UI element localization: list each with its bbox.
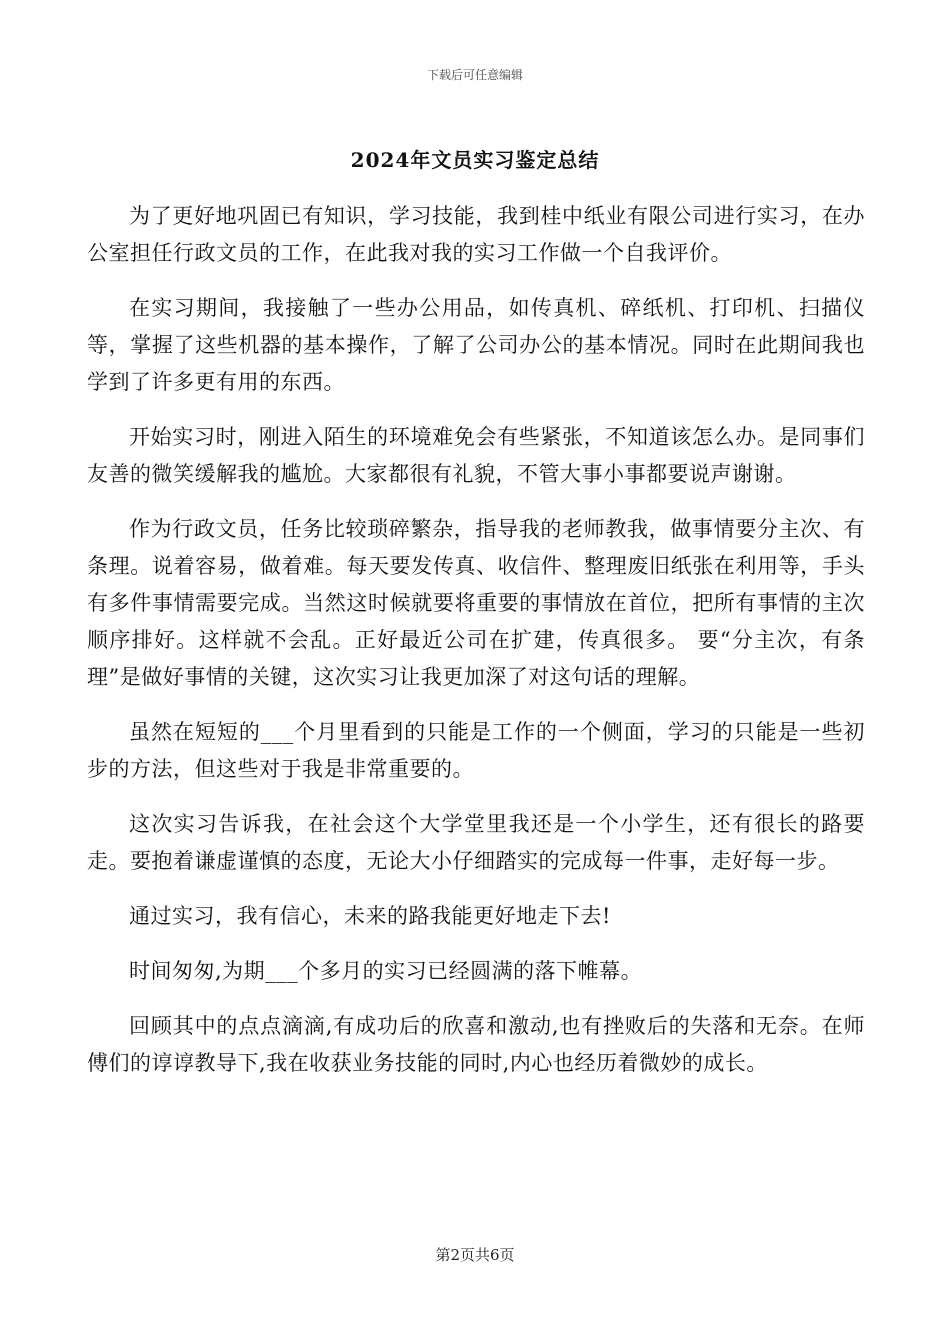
paragraph-3: 开始实习时，刚进入陌生的环境难免会有些紧张，不知道该怎么办。是同事们友善的微笑缓解我的尴尬。大家都很有礼貌，不管大事小事都要说声谢谢。: [87, 425, 865, 486]
paragraph-8: 时间匆匆,为期___个多月的实习已经圆满的落下帷幕。: [129, 959, 643, 983]
paragraph-5: 虽然在短短的___个月里看到的只能是工作的一个侧面，学习的只能是一些初步的方法，但这些对于我是非常重要的。: [87, 720, 865, 781]
document-body: [87, 198, 865, 1100]
paragraph-4: 作为行政文员，任务比较琐碎繁杂，指导我的老师教我，做事情要分主次、有条理。说着容易，做着难。每天要发传真、收信件、整理废旧纸张在利用等，手头有多件事情需要完成。当然这时候就要将重要的事情放在首位，把所有事情的主次顺序排好。这样就不会乱。正好最近公司在扩建，传真很多。 要“分主次，有条理”是做好事情的关键，这次实习让我更加深了对这句话的理解。: [87, 517, 865, 689]
paragraph-9: 回顾其中的点点滴滴,有成功后的欣喜和激动,也有挫败后的失落和无奈。在师傅们的谆谆教导下,我在收获业务技能的同时,内心也经历着微妙的成长。: [87, 1014, 865, 1075]
page-number: 第2页共6页: [435, 1246, 515, 1264]
paragraph-7: 通过实习，我有信心，未来的路我能更好地走下去!: [129, 904, 611, 928]
page-header: 下载后可任意编辑: [426, 68, 523, 82]
paragraph-6: 这次实习告诉我，在社会这个大学堂里我还是一个小学生，还有很长的路要走。要抱着谦虚谨慎的态度，无论大小仔细踏实的完成每一件事，走好每一步。: [87, 812, 865, 873]
paragraph-1: 为了更好地巩固已有知识，学习技能，我到桂中纸业有限公司进行实习，在办公室担任行政文员的工作，在此我对我的实习工作做一个自我评价。: [87, 204, 865, 265]
paragraph-2: 在实习期间，我接触了一些办公用品，如传真机、碎纸机、打印机、扫描仪等，掌握了这些机器的基本操作，了解了公司办公的基本情况。同时在此期间我也学到了许多更有用的东西。: [87, 296, 865, 394]
document-title: 2024年文员实习鉴定总结: [350, 148, 600, 172]
